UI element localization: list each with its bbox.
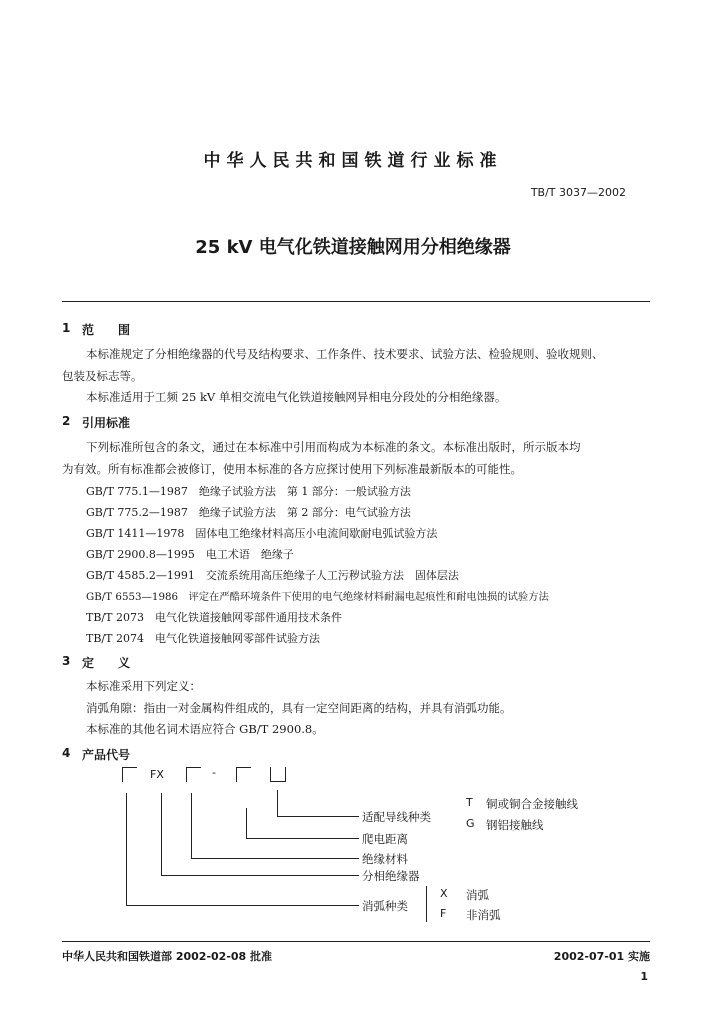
section-3-number: 3 [62, 654, 71, 668]
document-title: 25 kV 电气化铁道接触网用分相绝缘器 [195, 237, 511, 258]
footer-effective-date: 2002-07-01 实施 [553, 950, 650, 963]
label-creepage: 爬电距离 [362, 832, 408, 846]
wire-option-text: 钢铝接触线 [486, 818, 544, 832]
org-title: 中华人民共和国铁道行业标准 [203, 151, 503, 171]
label-device: 分相绝缘器 [362, 869, 420, 883]
wire-option-code: G [466, 817, 475, 830]
reference-item: TB/T 2073 电气化铁道接触网零部件通用技术条件 [86, 611, 342, 624]
reference-item: GB/T 4585.2—1991 交流系统用高压绝缘子人工污秽试验方法 固体层法 [86, 569, 459, 582]
section-3-para-1: 本标准采用下列定义： [86, 679, 201, 693]
page-number: 1 [640, 970, 648, 983]
section-4-number: 4 [62, 746, 71, 760]
footer-rule [62, 941, 650, 942]
footer-issuer: 中华人民共和国铁道部 2002-02-08 批准 [62, 950, 273, 963]
code-dash: - [212, 766, 216, 779]
arc-option-code: X [440, 887, 448, 900]
reference-item: GB/T 2900.8—1995 电工术语 绝缘子 [86, 548, 294, 561]
header-rule [62, 301, 650, 302]
label-arc-type: 消弧种类 [362, 899, 408, 913]
code-box-arc [122, 767, 137, 782]
section-4-title: 产品代号 [82, 748, 131, 762]
wire-option-text: 铜或铜合金接触线 [486, 797, 578, 811]
label-wire-type: 适配导线种类 [362, 810, 431, 824]
arc-option-text: 非消弧 [466, 908, 501, 922]
reference-item: GB/T 6553—1986 评定在严酷环境条件下使用的电气绝缘材料耐漏电起痕性和耐电蚀损的试验方法 [86, 591, 549, 603]
section-2-number: 2 [62, 414, 71, 428]
reference-item: GB/T 775.1—1987 绝缘子试验方法 第 1 部分：一般试验方法 [86, 485, 411, 498]
arc-option-code: F [440, 907, 447, 920]
code-fx: FX [150, 768, 164, 781]
section-3-para-3: 本标准的其他名词术语应符合 GB/T 2900.8。 [86, 722, 324, 736]
wire-option-code: T [466, 796, 473, 809]
code-box-creepage [236, 767, 251, 782]
section-1-para-1a: 本标准规定了分相绝缘器的代号及结构要求、工作条件、技术要求、试验方法、检验规则、验收规则、 [86, 347, 604, 361]
code-box-wire [270, 767, 286, 782]
section-3-para-2: 消弧角隙：指由一对金属构件组成的，具有一定空间距离的结构，并具有消弧功能。 [86, 701, 512, 715]
section-2-para-1b: 为有效。所有标准都会被修订，使用本标准的各方应探讨使用下列标准最新版本的可能性。 [62, 462, 522, 476]
reference-item: GB/T 775.2—1987 绝缘子试验方法 第 2 部分：电气试验方法 [86, 506, 411, 519]
arc-option-text: 消弧 [466, 888, 489, 902]
reference-item: TB/T 2074 电气化铁道接触网零部件试验方法 [86, 632, 320, 645]
section-1-para-1b: 包装及标志等。 [62, 369, 143, 383]
section-1-title: 范 围 [82, 323, 131, 337]
section-3-title: 定 义 [82, 656, 131, 670]
section-1-para-2: 本标准适用于工频 25 kV 单相交流电气化铁道接触网异相电分段处的分相绝缘器。 [86, 390, 507, 404]
section-2-title: 引用标准 [82, 416, 131, 430]
section-1-number: 1 [62, 321, 71, 335]
standard-code: TB/T 3037—2002 [530, 186, 626, 199]
reference-item: GB/T 1411—1978 固体电工绝缘材料高压小电流间歇耐电弧试验方法 [86, 527, 438, 540]
section-2-para-1a: 下列标准所包含的条文，通过在本标准中引用而构成为本标准的条文。本标准出版时，所示版本均 [86, 440, 581, 454]
label-material: 绝缘材料 [362, 852, 408, 866]
code-box-material [186, 767, 201, 782]
